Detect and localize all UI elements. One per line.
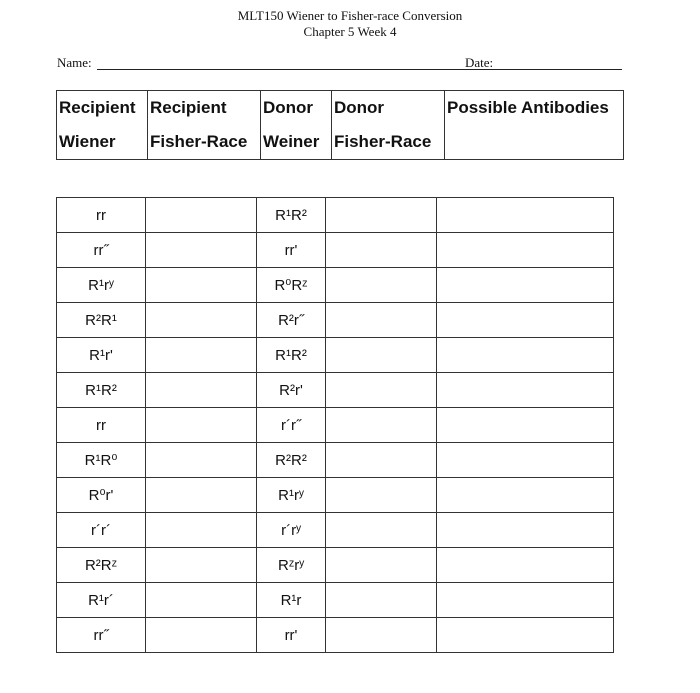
donor-fisher-race-input[interactable] (326, 583, 437, 618)
donor-fisher-race-input[interactable] (326, 303, 437, 338)
recipient-wiener-cell: R⁰r' (57, 478, 146, 513)
recipient-fisher-race-input[interactable] (146, 338, 257, 373)
donor-wiener-cell: R¹R² (257, 198, 326, 233)
table-row (57, 618, 614, 653)
header-donor-fisher-line1: Donor (332, 91, 445, 126)
table-row (57, 338, 614, 373)
donor-fisher-race-input[interactable] (326, 548, 437, 583)
table-row (57, 303, 614, 338)
donor-wiener-cell: R⁰Rᶻ (257, 268, 326, 303)
possible-antibodies-input[interactable] (437, 303, 614, 338)
recipient-wiener-cell: rr˝ (57, 233, 146, 268)
donor-wiener-cell: r´rʸ (257, 513, 326, 548)
recipient-fisher-race-input[interactable] (146, 548, 257, 583)
donor-fisher-race-input[interactable] (326, 478, 437, 513)
title-line-1: MLT150 Wiener to Fisher-race Conversion (237, 8, 463, 23)
recipient-fisher-race-input[interactable] (146, 618, 257, 653)
header-recipient-wiener-line2: Wiener (57, 125, 148, 160)
header-recipient-fisher-line1: Recipient (148, 91, 261, 126)
table-row (57, 233, 614, 268)
recipient-wiener-cell: R¹R² (57, 373, 146, 408)
donor-wiener-cell: R²r' (257, 373, 326, 408)
possible-antibodies-input[interactable] (437, 198, 614, 233)
table-row (57, 268, 614, 303)
recipient-wiener-cell: R¹R⁰ (57, 443, 146, 478)
recipient-wiener-cell: rr (57, 198, 146, 233)
recipient-fisher-race-input[interactable] (146, 513, 257, 548)
recipient-fisher-race-input[interactable] (146, 478, 257, 513)
table-row (57, 373, 614, 408)
possible-antibodies-input[interactable] (437, 478, 614, 513)
donor-fisher-race-input[interactable] (326, 443, 437, 478)
donor-fisher-race-input[interactable] (326, 373, 437, 408)
possible-antibodies-input[interactable] (437, 548, 614, 583)
recipient-fisher-race-input[interactable] (146, 373, 257, 408)
recipient-fisher-race-input[interactable] (146, 583, 257, 618)
possible-antibodies-input[interactable] (437, 618, 614, 653)
name-field[interactable] (97, 69, 517, 70)
donor-wiener-cell: rr' (257, 618, 326, 653)
table-row (57, 478, 614, 513)
recipient-wiener-cell: rr (57, 408, 146, 443)
table-row (57, 583, 614, 618)
recipient-wiener-cell: r´r´ (57, 513, 146, 548)
recipient-wiener-cell: R²Rᶻ (57, 548, 146, 583)
recipient-fisher-race-input[interactable] (146, 408, 257, 443)
column-header-table (56, 90, 624, 160)
recipient-fisher-race-input[interactable] (146, 233, 257, 268)
donor-fisher-race-input[interactable] (326, 618, 437, 653)
possible-antibodies-input[interactable] (437, 408, 614, 443)
donor-wiener-cell: r´r˝ (257, 408, 326, 443)
recipient-wiener-cell: R¹r' (57, 338, 146, 373)
table-row (57, 513, 614, 548)
donor-fisher-race-input[interactable] (326, 198, 437, 233)
recipient-fisher-race-input[interactable] (146, 443, 257, 478)
recipient-fisher-race-input[interactable] (146, 268, 257, 303)
possible-antibodies-input[interactable] (437, 268, 614, 303)
name-date-line (57, 55, 622, 73)
recipient-fisher-race-input[interactable] (146, 198, 257, 233)
donor-wiener-cell: R¹R² (257, 338, 326, 373)
donor-fisher-race-input[interactable] (326, 513, 437, 548)
donor-fisher-race-input[interactable] (326, 338, 437, 373)
header-recipient-wiener-line1: Recipient (57, 91, 148, 126)
document-title (0, 8, 700, 40)
possible-antibodies-input[interactable] (437, 233, 614, 268)
name-label: Name: (57, 55, 92, 70)
possible-antibodies-input[interactable] (437, 513, 614, 548)
header-row-1 (57, 91, 624, 126)
header-donor-fisher-line2: Fisher-Race (332, 125, 445, 160)
recipient-fisher-race-input[interactable] (146, 303, 257, 338)
donor-fisher-race-input[interactable] (326, 408, 437, 443)
donor-wiener-cell: R²r˝ (257, 303, 326, 338)
header-recipient-fisher-line2: Fisher-Race (148, 125, 261, 160)
recipient-wiener-cell: R¹r´ (57, 583, 146, 618)
title-line-2: Chapter 5 Week 4 (303, 24, 397, 39)
possible-antibodies-input[interactable] (437, 583, 614, 618)
header-possible-antibodies-blank (445, 125, 624, 160)
table-row (57, 198, 614, 233)
header-donor-wiener-line1: Donor (261, 91, 332, 126)
recipient-wiener-cell: rr˝ (57, 618, 146, 653)
donor-wiener-cell: Rᶻrʸ (257, 548, 326, 583)
header-possible-antibodies: Possible Antibodies (445, 91, 624, 126)
header-row-2 (57, 125, 624, 160)
possible-antibodies-input[interactable] (437, 443, 614, 478)
donor-wiener-cell: rr' (257, 233, 326, 268)
table-row (57, 408, 614, 443)
recipient-wiener-cell: R²R¹ (57, 303, 146, 338)
recipient-wiener-cell: R¹rʸ (57, 268, 146, 303)
table-row (57, 548, 614, 583)
possible-antibodies-input[interactable] (437, 338, 614, 373)
donor-wiener-cell: R¹r (257, 583, 326, 618)
possible-antibodies-input[interactable] (437, 373, 614, 408)
donor-fisher-race-input[interactable] (326, 233, 437, 268)
date-label: Date: (465, 55, 494, 70)
donor-wiener-cell: R¹rʸ (257, 478, 326, 513)
donor-fisher-race-input[interactable] (326, 268, 437, 303)
conversion-table-body (57, 198, 614, 653)
donor-wiener-cell: R²R² (257, 443, 326, 478)
conversion-table (56, 197, 614, 653)
header-donor-wiener-line2: Weiner (261, 125, 332, 160)
date-field[interactable] (497, 69, 622, 70)
table-row (57, 443, 614, 478)
